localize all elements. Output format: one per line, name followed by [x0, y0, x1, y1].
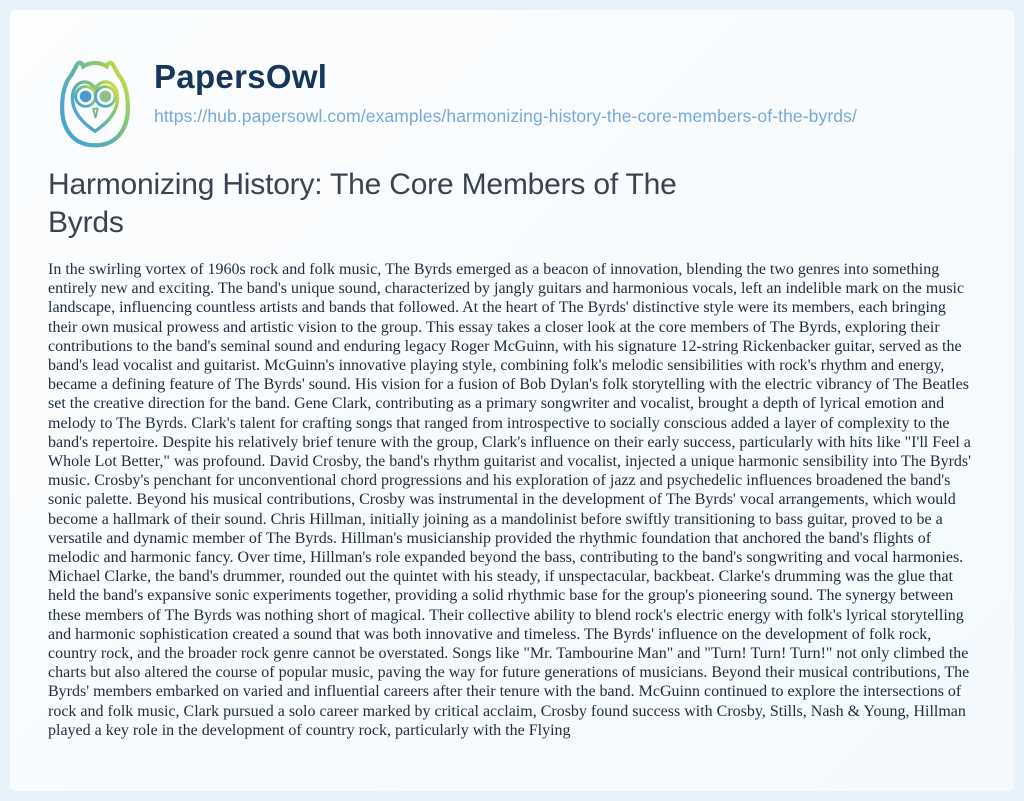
source-url-link[interactable]: https://hub.papersowl.com/examples/harmonizing-history-the-core-members-of-the-byrds/	[154, 106, 857, 126]
site-header	[48, 54, 857, 152]
essay-body-text: In the swirling vortex of 1960s rock and folk music, The Byrds emerged as a beacon of innovation, blending the two genres into something entirely new and exciting. The band's unique sound, characterized by jangly guitars and harmonious vocals, left an indelible mark on the music landscape, influencing countless artists and bands that followed. At the heart of The Byrds' distinctive style were its members, each bringing their own musical prowess and artistic vision to the group. This essay takes a closer look at the core members of The Byrds, exploring their contributions to the band's seminal sound and enduring legacy Roger McGuinn, with his signature 12-string Rickenbacker guitar, served as the band's lead vocalist and guitarist. McGuinn's innovative playing style, combining folk's melodic sensibilities with rock's rhythm and energy, became a defining feature of The Byrds' sound. His vision for a fusion of Bob Dylan's folk storytelling with the electric vibrancy of The Beatles set the creative direction for the band. Gene Clark, contributing as a primary songwriter and vocalist, brought a depth of lyrical emotion and melody to The Byrds. Clark's talent for crafting songs that ranged from introspective to socially conscious added a layer of complexity to the band's repertoire. Despite his relatively brief tenure with the group, Clark's influence on their early success, particularly with hits like "I'll Feel a Whole Lot Better," was profound. David Crosby, the band's rhythm guitarist and vocalist, injected a unique harmonic sensibility into The Byrds' music. Crosby's penchant for unconventional chord progressions and his exploration of jazz and psychedelic influences broadened the band's sonic palette. Beyond his musical contributions, Crosby was instrumental in the development of The Byrds' vocal arrangements, which would become a hallmark of their sound. Chris Hillman, initially joining as a mandolinist before swiftly transitioning to bass guitar, proved to be a versatile and dynamic member of The Byrds. Hillman's musicianship provided the rhythmic foundation that anchored the band's flights of melodic and harmonic fancy. Over time, Hillman's role expanded beyond the bass, contributing to the band's songwriting and vocal harmonies. Michael Clarke, the band's drummer, rounded out the quintet with his steady, if unspectacular, backbeat. Clarke's drumming was the glue that held the band's expansive sonic experiments together, providing a solid rhythmic base for the group's pioneering sound. The synergy between these members of The Byrds was nothing short of magical. Their collective ability to blend rock's electric energy with folk's lyrical storytelling and harmonic sophistication created a sound that was both innovative and timeless. The Byrds' influence on the development of folk rock, country rock, and the broader rock genre cannot be overstated. Songs like "Mr. Tambourine Man" and "Turn! Turn! Turn!" not only climbed the charts but also altered the course of popular music, paving the way for future generations of musicians. Beyond their musical contributions, The Byrds' members embarked on varied and influential careers after their tenure with the band. McGuinn continued to explore the intersections of rock and folk music, Clark pursued a solo career marked by critical acclaim, Crosby found success with Crosby, Stills, Nash & Young, Hillman played a key role in the development of country rock, particularly with the Flying	[48, 261, 972, 739]
brand-block	[154, 54, 857, 127]
brand-name: PapersOwl	[154, 58, 328, 95]
owl-logo-icon	[48, 54, 142, 152]
page-frame	[10, 10, 1014, 791]
page-title: Harmonizing History: The Core Members of The Byrds	[48, 168, 677, 239]
